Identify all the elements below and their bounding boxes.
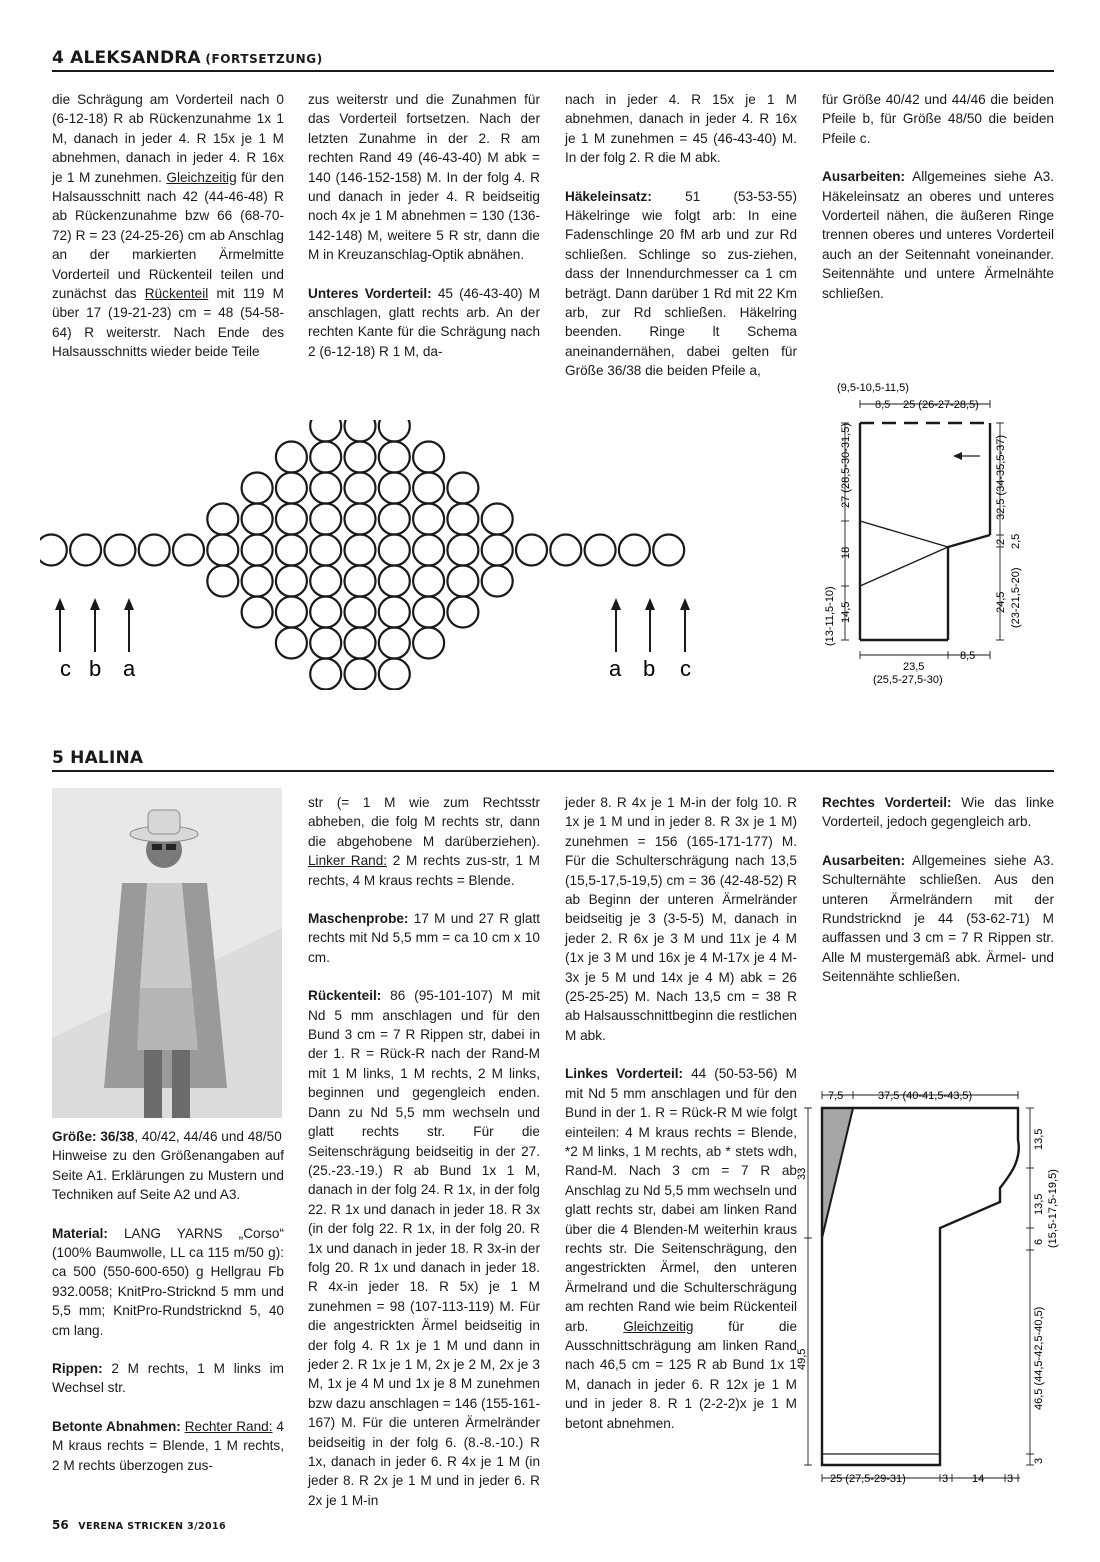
schema2-right-b-note: (15,5-17,5-19,5) [1047, 1169, 1059, 1248]
schema1-bottom-b: 8,5 [960, 650, 976, 662]
sec5-rueck-heading: Rückenteil: [308, 988, 382, 1004]
crochet-ring [310, 442, 341, 473]
crochet-ring [276, 473, 307, 504]
crochet-ring [413, 535, 444, 566]
schema1-right-bot-note: (23-21,5-20) [1010, 567, 1022, 628]
magazine-issue: VERENA STRICKEN 3/2016 [78, 1521, 227, 1532]
page-footer [52, 1518, 226, 1532]
crochet-ring [413, 504, 444, 535]
crochet-ring [242, 566, 273, 597]
sec4-col4-text-b: Allgemeines siehe A3. Häkeleinsatz an oberes und unteres Vorderteil nähen, die äußeren Ringe trennen oberes und unteres Vorderteil auch an der Seitennaht voneinander. Seitennähte und untere Ärmelnähte schließen. [822, 169, 1054, 301]
schema2-top-a: 7,5 [828, 1090, 844, 1102]
sec5-size-note: Hinweise zu den Größenangaben auf Seite A1. Erklärungen zu Mustern und Techniken auf Seite A2 und A3. [52, 1148, 284, 1203]
sec5-c3-text: jeder 8. R 4x je 1 M-in der folg 10. R 1x je 1 M und in jeder 8. R 3x je 1 M) zunehmen = 156 (165-171-177) M. Für die Schulterschrägung nach 13,5 (15,5-17,5-19,5) cm = 36 (42-48-52) R ab Beginn der unteren Ärmelränder beidseitig je 3 (3-5-5) M, danach in jeder 2. R 6x je 3 M und 11x je 4 M (1x je 3 M und 16x je 4 M-17x je 4 M-3x je 5 M und 14x je 4 M) abk = 26 (25-25-25) M. Nach 13,5 cm = 38 R ab Halsausschnittbeginn die restlichen M abk. [565, 795, 797, 1043]
crochet-ring [276, 566, 307, 597]
crochet-ring-tail [550, 535, 581, 566]
sec5-rv-heading: Rechtes Vorderteil: [822, 795, 952, 810]
crochet-ring [345, 535, 376, 566]
sec5-betonte: 4 M kraus rechts = Blende, 1 M rechts, 2 M rechts überzogen zus- [52, 1418, 284, 1473]
schema2-right-d: 46,5 (44,5-42,5-40,5) [1033, 1306, 1045, 1410]
sec5-lv-heading: Linkes Vorderteil: [565, 1066, 684, 1082]
crochet-ring [345, 628, 376, 659]
crochet-ring [310, 566, 341, 597]
crochet-ring-tail [619, 535, 650, 566]
sec5-column-4 [822, 793, 1054, 987]
schema2-bottom-c: 14 [972, 1473, 985, 1485]
crochet-ring [310, 659, 341, 690]
schema1-bottom-a: 23,5 [903, 661, 925, 673]
crochet-ring [482, 504, 513, 535]
crochet-ring [276, 535, 307, 566]
sec5-rv: Wie das linke Vorderteil, jedoch gegengleich arb. [822, 795, 1055, 830]
crochet-ring [379, 420, 410, 442]
sec5-betonte-rechter-rand: Rechter Rand: [184, 1418, 273, 1434]
sec4-col1-text-c: mit 119 M über 17 (19-21-23) cm = 48 (54-58-64) R weiterstr. Nach Ende des Halsausschnitts wieder beide Teile [52, 286, 284, 360]
ring-label-right-b: b [643, 656, 656, 681]
arrow-up-icon [124, 598, 134, 610]
sec5-c2-linker-rand: Linker Rand: [308, 853, 388, 869]
crochet-ring [482, 566, 513, 597]
crochet-ring-tail [40, 535, 67, 566]
crochet-ring [413, 628, 444, 659]
ring-label-right-a: a [609, 656, 622, 681]
crochet-ring [242, 597, 273, 628]
schema1-bottom-note: (25,5-27,5-30) [873, 674, 943, 686]
schema1-left-mid: 18 [840, 546, 852, 559]
crochet-ring [447, 504, 478, 535]
crochet-ring [276, 597, 307, 628]
crochet-ring-diagram [40, 420, 720, 690]
crochet-ring [379, 659, 410, 690]
crochet-ring [207, 535, 238, 566]
piece-outline [822, 1108, 1019, 1465]
schema2-left-top: 33 [796, 1167, 808, 1180]
crochet-ring-tail [104, 535, 135, 566]
arrow-up-icon [680, 598, 690, 610]
crochet-ring [310, 597, 341, 628]
crochet-ring [413, 442, 444, 473]
section-4-header [52, 48, 1054, 72]
schema2-bottom-d: 3 [1007, 1473, 1014, 1485]
section-4-title: 4 ALEKSANDRA [52, 48, 201, 68]
sec4-col2-heading: Unteres Vorderteil: [308, 285, 432, 301]
crochet-ring [379, 566, 410, 597]
crochet-ring [413, 566, 444, 597]
crochet-ring [379, 504, 410, 535]
crochet-ring [345, 504, 376, 535]
ring-label-left-c: c [60, 656, 71, 681]
crochet-ring [276, 628, 307, 659]
crochet-ring [379, 597, 410, 628]
right-step-edge [948, 535, 990, 547]
sec5-c2-text-a: str (= 1 M wie zum Rechtsstr abheben, die folg M rechts str, dann die abgehobene M darüberziehen). [308, 795, 540, 849]
schema1-top-note: (9,5-10,5-11,5) [837, 382, 909, 394]
sec4-col1-gleichzeitig: Gleichzeitig [166, 169, 237, 185]
sec5-rippen: 2 M rechts, 1 M links im Wechsel str. [52, 1361, 284, 1396]
sec5-column-1 [52, 1127, 284, 1475]
crochet-ring [482, 535, 513, 566]
crochet-ring-tail [653, 535, 684, 566]
schema2-left-bot: 49,5 [796, 1348, 808, 1370]
arrow-up-icon [55, 598, 65, 610]
crochet-ring [310, 504, 341, 535]
schema1-top-a: 8,5 [875, 399, 891, 411]
ring-label-left-a: a [123, 656, 136, 681]
sec4-col2-text-b: 45 (46-43-40) M anschlagen, glatt rechts arb. An der rechten Kante für die Schrägung nach 2 (6-12-18) R 1 M, da- [308, 285, 540, 359]
crochet-ring [242, 504, 273, 535]
sec4-col4-heading: Ausarbeiten: [822, 169, 906, 185]
crochet-ring-tail [585, 535, 616, 566]
section-4-subtitle: (FORTSETZUNG) [205, 52, 323, 66]
crochet-ring [345, 659, 376, 690]
crochet-ring [345, 597, 376, 628]
sec5-lv-text-b: für die Ausschnittschrägung am linken Rand nach 46,5 cm = 125 R ab Bund 1x 1 M, danach in jeder 6. R 12x je 1 M und in jeder 8. R 1 (2-2-2)x je 1 M betont abnehmen. [565, 1318, 797, 1431]
sec5-masch-heading: Maschenprobe: [308, 911, 409, 927]
crochet-ring [310, 420, 341, 442]
sec4-column-4 [822, 90, 1054, 303]
crochet-ring [207, 566, 238, 597]
schema2-bottom-b: 3 [942, 1473, 949, 1485]
crochet-ring [276, 442, 307, 473]
sec5-lv-text-a: 44 (50-53-56) M mit Nd 5 mm anschlagen und für den Bund in der 1. R = Rück-R M wie folgt einteilen: 4 M kraus rechts = Blende, *2 M links, 1 M rechts, ab * stets wdh, Rand-M. Nach 3 cm = 7 R ab Anschlag zu Nd 5,5 mm wechseln und glatt rechts str, dabei am linken Rand über die 4 Blenden-M weiterhin kraus rechts str. Die Seitenschrägung, den angestrickten Ärmel, den unteren Ärmelrand und die Schulterschrägung am rechten Rand wie beim Rückenteil arb. [565, 1066, 797, 1334]
schema2-right-b: 13,5 [1033, 1193, 1045, 1215]
crochet-ring [447, 597, 478, 628]
schema1-left-bot: 14,5 [840, 601, 852, 623]
arrow-up-icon [611, 598, 621, 610]
section-5-title: 5 HALINA [52, 748, 144, 768]
crochet-ring [379, 628, 410, 659]
cardigan-piece-schematic [790, 1080, 1060, 1500]
arrow-head-icon [953, 452, 962, 460]
schema1-left-bot-note: (13-11,5-10) [824, 586, 836, 646]
sec5-betonte-heading: Betonte Abnahmen: [52, 1418, 181, 1434]
sec4-column-3 [565, 90, 797, 381]
sec5-rippen-heading: Rippen: [52, 1361, 103, 1377]
crochet-ring [379, 442, 410, 473]
schema2-right-e: 3 [1033, 1457, 1045, 1464]
crochet-ring [379, 535, 410, 566]
crochet-ring [173, 535, 204, 566]
crochet-ring [345, 690, 376, 691]
sec4-col3-text-b: 51 (53-53-55) Häkelringe wie folgt arb: In eine Fadenschlinge 20 fM arb und zur Rd schließen. Schlinge so zus-ziehen, dass der Innendurchmesser ca 1 cm beträgt. Dann darüber 1 Rd mit 22 Km arb, zur Rd schließen. Häkelring beenden. Ringe lt Schema aneinandernähen, dabei gelten für Größe 36/38 die beiden Pfeile a, [565, 188, 797, 379]
sec5-material: LANG YARNS „Corso“ (100% Baumwolle, LL ca 115 m/50 g): ca 500 (550-600-650) g Hellgrau Fb 932.0058; KnitPro-Stricknd 5 mm und 5,5 mm; KnitPro-Rundstricknd 5, 40 cm lang. [52, 1225, 284, 1338]
crochet-ring [207, 504, 238, 535]
sec5-column-2 [308, 793, 540, 1510]
crochet-ring [447, 566, 478, 597]
crochet-ring [345, 566, 376, 597]
sec4-col2-text-a: zus weiterstr und die Zunahmen für das Vorderteil fortsetzen. Nach der letzten Zunahme in der 2. R am rechten Rand 49 (46-43-40) M abk = 140 (146-152-158) M. In der folg 4. R und danach in jeder 4. R beidseitig noch 4x je 1 M abnehmen = 130 (136-142-148) M, weitere 5 R str, dann die M in Kreuzanschlag-Optik abnähen. [308, 92, 540, 263]
crochet-ring [310, 628, 341, 659]
crochet-ring-tail [139, 535, 170, 566]
sec4-col1-rueckenteil: Rückenteil [144, 286, 209, 302]
sec4-col3-heading: Häkeleinsatz: [565, 188, 652, 204]
page-number: 56 [52, 1518, 69, 1532]
schema1-right-mid-b: 2,5 [1010, 533, 1022, 549]
crochet-ring-tail [70, 535, 101, 566]
crochet-ring [447, 473, 478, 504]
crochet-ring [413, 597, 444, 628]
model-photo-illustration [52, 788, 282, 1118]
sec4-col1-text-a: die Schrägung am Vorderteil nach 0 (6-12-18) R ab Rückenzunahme 1x 1 M, danach in jeder 4. R 15x je 1 M abnehmen, danach in jeder 4. R 16x je 1 M zunehmen. [52, 92, 284, 185]
sec4-col3-text-a: nach in jeder 4. R 15x je 1 M abnehmen, danach in jeder 4. R 16x je 1 M zunehmen = 45 (46-43-40) M. In der folg 2. R die M abk. [565, 92, 797, 166]
schema1-left-top: 27 (28,5-30-31,5) [840, 423, 852, 508]
schema1-right-bot: 24,5 [995, 591, 1007, 613]
schema2-bottom-a: 25 (27,5-29-31) [830, 1473, 906, 1485]
sec5-aus-heading: Ausarbeiten: [822, 852, 906, 868]
crochet-ring [276, 504, 307, 535]
sec5-masch: 17 M und 27 R glatt rechts mit Nd 5,5 mm = ca 10 cm x 10 cm. [308, 911, 540, 965]
schema2-right-a: 13,5 [1033, 1128, 1045, 1150]
sec5-column-3 [565, 793, 797, 1433]
crochet-ring [413, 473, 444, 504]
crochet-ring [310, 473, 341, 504]
crochet-ring [310, 535, 341, 566]
sec5-size-rest: , 40/42, 44/46 und 48/50 [134, 1129, 282, 1144]
arrow-up-icon [90, 598, 100, 610]
crochet-ring [345, 473, 376, 504]
sec4-column-1 [52, 90, 284, 362]
sec4-col1-text-b: für den Halsausschnitt nach 42 (44-46-48) R ab Rückenzunahme bzw 66 (68-70-72) R = 23 (24-25-26) cm ab Anschlag an der markierten Ärmelmitte Vorderteil und Rückenteil teilen und zunächst das [52, 169, 285, 302]
ring-label-right-c: c [680, 656, 691, 681]
sec5-material-heading: Material: [52, 1225, 108, 1241]
sec5-rueck: 86 (95-101-107) M mit Nd 5 mm anschlagen und für den Bund 3 cm = 7 R Rippen str, dabei in der 1. R = Rück-R nach der Rand-M mit 1 M links, 1 M rechts, 2 M links, beginnen und gegengleich enden. Dann zu Nd 5,5 mm wechseln und glatt rechts str. Für die Seitenschrägung beidseitig in der 27. (25.-23.-19.) R ab Bund 1x 1 M, danach in der folg 24. R 1x, in der folg 22. R 1x und danach in jeder 18. R 3x (in der folg 22. R 1x, in der folg 20. R 1x und danach in jeder 18. R 3x-in der folg 20. R 1x und danach in jeder 18. R 4x-in jeder 18. R 5x) je 1 M zunehmen = 98 (107-113-119) M. Für die angestrickten Ärmel beidseitig in der folg 4. R 1x je 1 M und dann in jeder 2. R 1x je 1 M, 2x je 2 M, 2x je 3 M, 1x je 4 M und 1x je 8 M zunehmen bzw dazu anschlagen = 146 (155-161-167) M. Für die unteren Ärmelränder beidseitig in der folg 6. (8.-8.-10.) R 1x, danach in jeder 6. R 4x je 1 M (in jeder 8. R 2x je 1 M und in jeder 6. R 2x je 1 M-in [308, 988, 540, 1508]
crochet-ring [242, 473, 273, 504]
schema2-top-b: 37,5 (40-41,5-43,5) [878, 1090, 973, 1102]
crochet-ring [379, 473, 410, 504]
sec5-c2-text-b: 2 M rechts zus-str, 1 M rechts, 4 M kraus rechts = Blende. [308, 853, 540, 888]
schema1-top-b: 25 (26-27-28,5) [903, 399, 979, 411]
arrow-up-icon [645, 598, 655, 610]
crochet-ring [447, 535, 478, 566]
sec4-column-2 [308, 90, 540, 361]
schema1-right-mid-a: 2 [995, 538, 1007, 545]
model-photo [52, 788, 282, 1118]
crochet-ring [345, 420, 376, 442]
front-piece-schematic [815, 378, 1045, 688]
crochet-ring [516, 535, 547, 566]
sec5-size-heading: Größe: 36/38 [52, 1129, 135, 1144]
sec4-col4-text-a: für Größe 40/42 und 44/46 die beiden Pfeile b, für Größe 48/50 die beiden Pfeile c. [822, 92, 1054, 146]
schema2-right-c: 6 [1033, 1238, 1045, 1245]
schema1-right-top: 32,5 (34-35,5-37) [995, 435, 1007, 520]
crochet-ring [345, 442, 376, 473]
sec5-aus: Allgemeines siehe A3. Schulternähte schließen. Aus den unteren Ärmelrändern mit der Rundstricknd je 44 (53-62-71) M auffassen und 3 cm = 7 R Rippen str. Alle M mustergemäß abk. Ärmel- und Seitennähte schließen. [822, 852, 1054, 985]
section-5-header [52, 748, 1054, 772]
crochet-ring [242, 535, 273, 566]
sec5-lv-gleichzeitig: Gleichzeitig [623, 1318, 694, 1334]
ring-label-left-b: b [89, 656, 102, 681]
